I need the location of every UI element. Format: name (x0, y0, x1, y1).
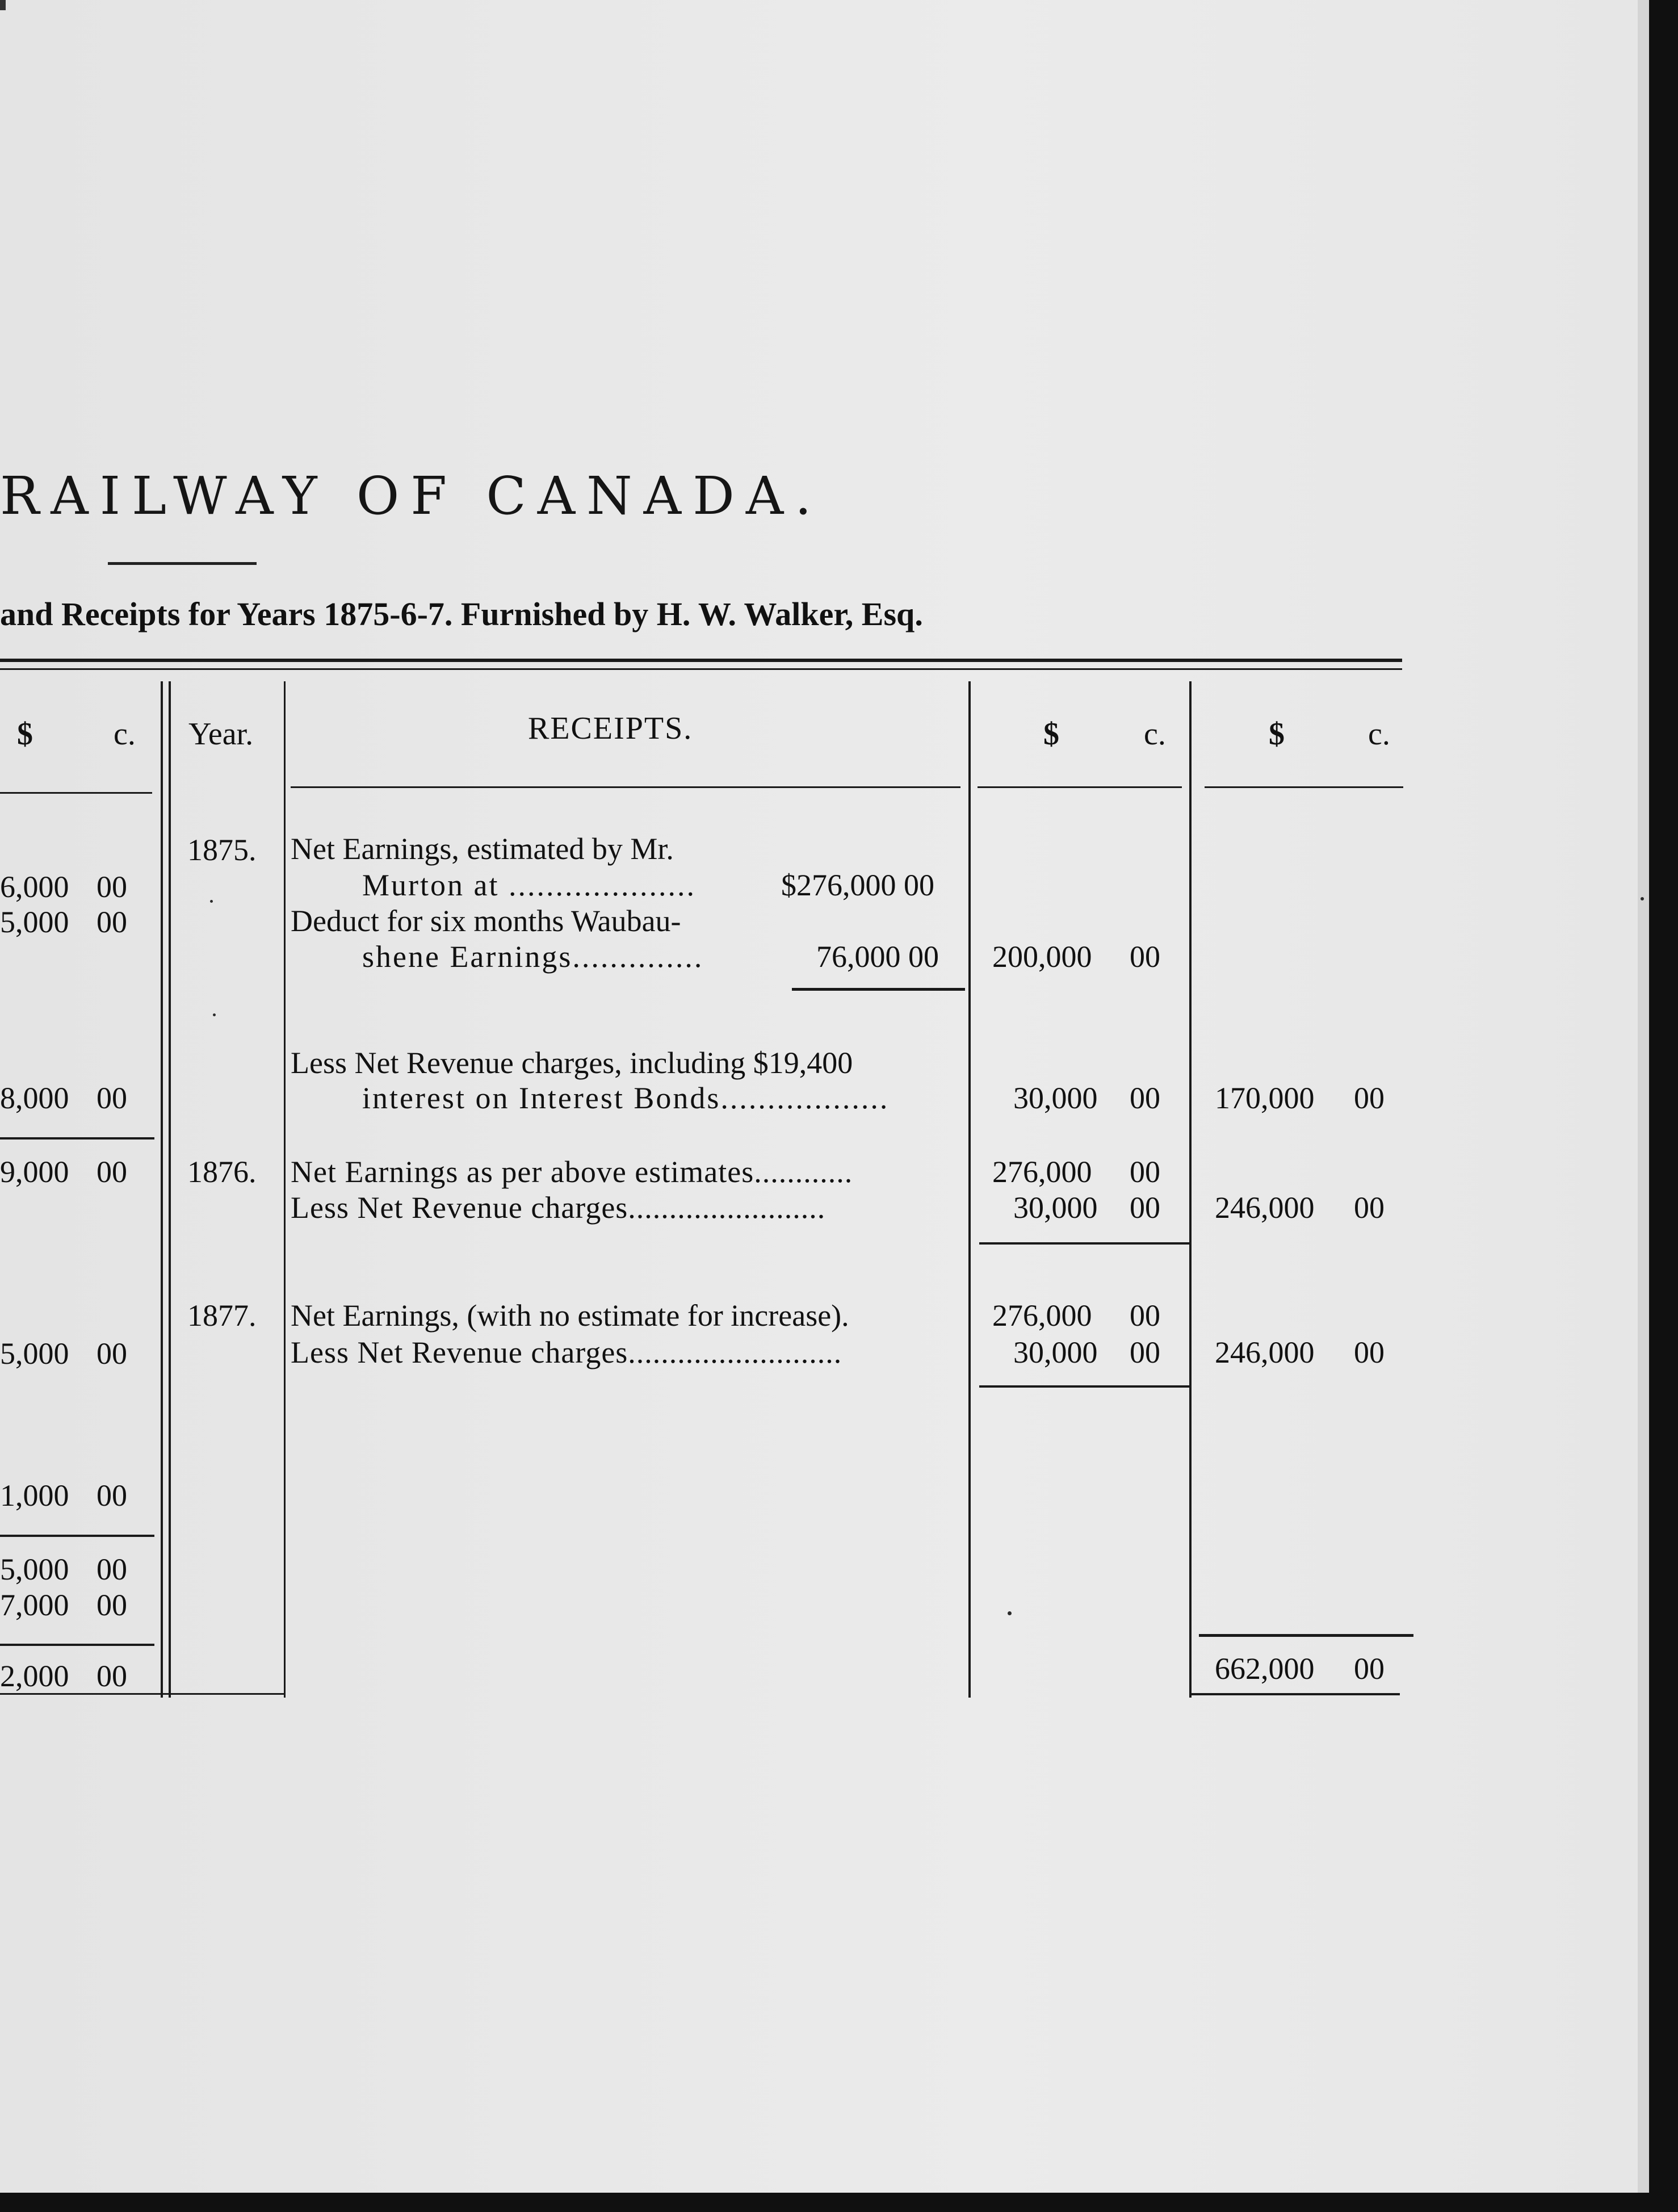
receipt-1875-line-3: Deduct for six months Waubau- (291, 904, 681, 938)
header-underline-left (0, 792, 152, 794)
receipt-1876-line-1: Net Earnings as per above estimates............ (291, 1155, 853, 1189)
mid-1876-rule (979, 1242, 1190, 1245)
header-underline-mid (978, 786, 1182, 788)
left-cents-6: 00 (97, 1478, 127, 1513)
header-receipts: RECEIPTS. (528, 711, 693, 746)
right-1875-line-6-cents: 00 (1354, 1081, 1385, 1115)
page-edge-shadow (1638, 0, 1649, 2193)
left-amount-3: 8,000 (0, 1081, 69, 1115)
year-1877: 1877. (187, 1298, 257, 1333)
left-cents-9: 00 (97, 1659, 127, 1693)
mid-1876-line-2-cents: 00 (1130, 1191, 1160, 1225)
header-year: Year. (188, 717, 254, 752)
receipt-1875-line-4-amount: 76,000 00 (816, 940, 939, 974)
mid-1875-line-4: 200,000 (992, 940, 1092, 974)
mid-1875-line-4-cents: 00 (1130, 940, 1160, 974)
left-cents-4: 00 (97, 1155, 127, 1189)
left-cents-5: 00 (97, 1337, 127, 1371)
receipt-1877-line-1: Net Earnings, (with no estimate for increase). (291, 1298, 849, 1333)
year-1875: 1875. (187, 833, 257, 867)
left-amount-9: 2,000 (0, 1659, 69, 1693)
header-mid-cents: c. (1144, 717, 1166, 752)
header-left-dollar: $ (17, 717, 33, 752)
receipt-1875-line-2: Murton at .................... (362, 868, 696, 902)
left-total-rule (0, 1644, 154, 1646)
divider-mid (1189, 681, 1192, 1698)
header-underline-receipts (291, 786, 960, 788)
mid-1876-line-1-cents: 00 (1130, 1155, 1160, 1189)
left-cents-2: 00 (97, 905, 127, 939)
mid-1877-rule (979, 1385, 1190, 1388)
scan-speck (210, 900, 213, 903)
left-amount-6: 1,000 (0, 1478, 69, 1513)
title-underline (108, 562, 257, 565)
right-1876-line-2-cents: 00 (1354, 1191, 1385, 1225)
header-left-cents: c. (114, 717, 136, 752)
right-1877-line-2-cents: 00 (1354, 1335, 1385, 1369)
left-amount-1: 6,000 (0, 870, 69, 904)
page-subtitle: and Receipts for Years 1875-6-7. Furnished by H. W. Walker, Esq. (0, 596, 923, 632)
right-1877-line-2: 246,000 (1215, 1335, 1315, 1369)
header-rule-top (0, 659, 1402, 662)
scan-speck (1008, 1611, 1012, 1615)
header-right-dollar: $ (1269, 717, 1285, 752)
receipt-1876-line-2: Less Net Revenue charges........................ (291, 1191, 826, 1225)
divider-double-left-b (169, 681, 171, 1698)
scan-speck (1641, 897, 1644, 900)
header-right-cents: c. (1368, 717, 1390, 752)
header-rule-bottom (0, 668, 1402, 670)
receipt-1875-line-1: Net Earnings, estimated by Mr. (291, 832, 674, 866)
right-total-rule (1199, 1634, 1413, 1637)
divider-receipts (968, 681, 971, 1698)
scan-speck (213, 1013, 216, 1016)
receipt-1875-line-6: interest on Interest Bonds.................. (362, 1081, 890, 1115)
left-cents-8: 00 (97, 1588, 127, 1622)
right-grand-total-cents: 00 (1354, 1652, 1385, 1686)
table-bottom-rule-left (0, 1693, 284, 1695)
mid-1877-line-1-cents: 00 (1130, 1298, 1160, 1333)
right-grand-total: 662,000 (1215, 1652, 1315, 1686)
header-mid-dollar: $ (1043, 717, 1059, 752)
mid-1875-line-6-cents: 00 (1130, 1081, 1160, 1115)
receipt-1875-line-5: Less Net Revenue charges, including $19,400 (291, 1046, 853, 1080)
divider-double-left-a (161, 681, 163, 1698)
mid-1877-line-2-cents: 00 (1130, 1335, 1160, 1369)
mid-1876-line-1: 276,000 (992, 1155, 1092, 1189)
scan-border-right (1649, 0, 1678, 2212)
left-cents-3: 00 (97, 1081, 127, 1115)
divider-year (284, 681, 286, 1698)
scan-corner-mark (0, 0, 6, 10)
left-cents-1: 00 (97, 870, 127, 904)
left-amount-8: 7,000 (0, 1588, 69, 1622)
receipt-1875-deduct-rule (792, 988, 965, 991)
table-bottom-rule-right (1191, 1693, 1400, 1695)
mid-1875-line-6: 30,000 (1013, 1081, 1098, 1115)
left-amount-4: 9,000 (0, 1155, 69, 1189)
mid-1877-line-1: 276,000 (992, 1298, 1092, 1333)
scan-border-bottom (0, 2193, 1678, 2212)
receipt-1875-line-4: shene Earnings.............. (362, 940, 704, 974)
left-cents-7: 00 (97, 1552, 127, 1586)
receipt-1877-line-2: Less Net Revenue charges.......................... (291, 1335, 842, 1369)
year-1876: 1876. (187, 1155, 257, 1189)
left-amount-2: 5,000 (0, 905, 69, 939)
left-subtotal-rule-1 (0, 1137, 154, 1139)
left-amount-5: 5,000 (0, 1337, 69, 1371)
right-1875-line-6: 170,000 (1215, 1081, 1315, 1115)
header-underline-right (1205, 786, 1403, 788)
mid-1877-line-2: 30,000 (1013, 1335, 1098, 1369)
left-amount-7: 5,000 (0, 1552, 69, 1586)
page-title: RAILWAY OF CANADA. (0, 466, 823, 526)
mid-1876-line-2: 30,000 (1013, 1191, 1098, 1225)
right-1876-line-2: 246,000 (1215, 1191, 1315, 1225)
left-subtotal-rule-2 (0, 1535, 154, 1537)
receipt-1875-line-2-amount: $276,000 00 (781, 868, 934, 902)
